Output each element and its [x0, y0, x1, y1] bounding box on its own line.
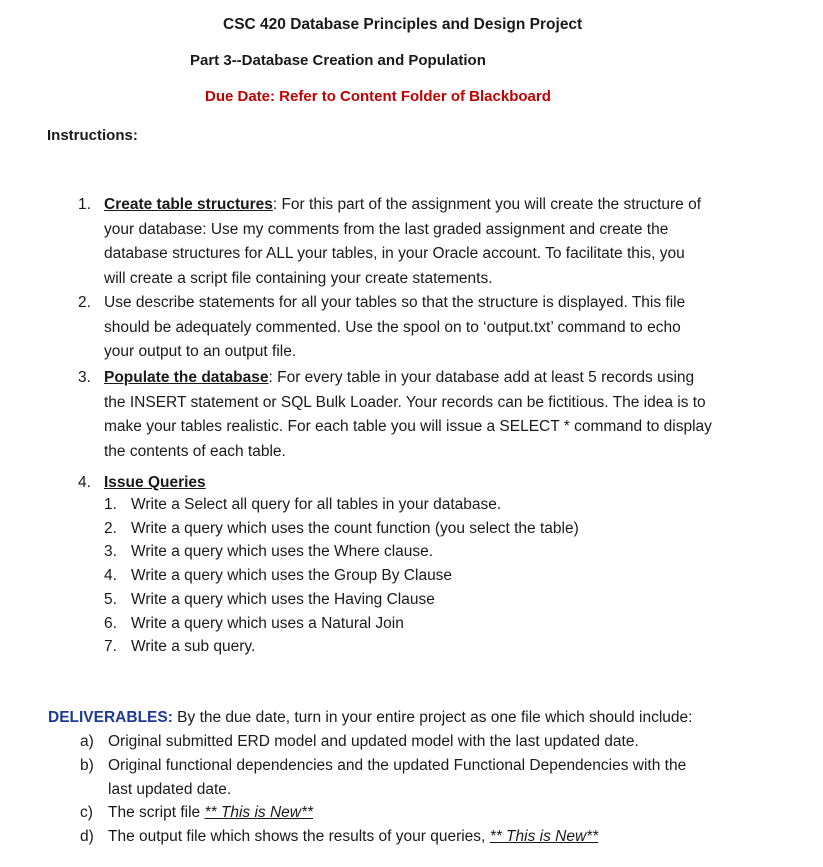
sub-item: [104, 543, 433, 561]
item-heading: Populate the database: [104, 369, 269, 386]
item-heading: Create table structures: [104, 196, 273, 213]
deliverable-text: The script file: [108, 804, 205, 821]
item-text: your output to an output file.: [104, 343, 297, 360]
sub-item-text: Write a query which uses the Where clause.: [131, 543, 434, 560]
sub-item: [104, 520, 579, 538]
sub-item-number: 2.: [104, 520, 117, 537]
sub-item: [104, 638, 255, 656]
deliverable-item-continued: [108, 781, 231, 799]
deliverable-letter: d): [80, 828, 94, 845]
part-title: Part 3--Database Creation and Population: [190, 52, 486, 69]
sub-item-number: 5.: [104, 591, 117, 608]
due-date: Due Date: Refer to Content Folder of Blackboard: [205, 88, 551, 105]
item-text: database structures for ALL your tables, in your Oracle account. To facilitate this, you: [104, 245, 685, 262]
sub-item-number: 7.: [104, 638, 117, 655]
sub-item-text: Write a query which uses the count function (you select the table): [131, 520, 579, 537]
deliverable-text: last updated date.: [108, 781, 232, 798]
deliverable-item: [80, 804, 313, 822]
new-marker: ** This is New**: [489, 828, 599, 845]
deliverable-item: [80, 828, 598, 846]
item-text: : For this part of the assignment you will create the structure of: [272, 196, 702, 213]
sub-item: [104, 496, 501, 514]
deliverable-text: The output file which shows the results of your queries,: [108, 828, 490, 845]
deliverable-letter: c): [80, 804, 93, 821]
item-text: Use describe statements for all your tables so that the structure is displayed. This file: [104, 294, 686, 311]
deliverable-letter: b): [80, 757, 94, 774]
item-text: your database: Use my comments from the last graded assignment and create the: [104, 220, 669, 238]
item-text: the INSERT statement or SQL Bulk Loader. Your records can be fictitious. The idea is to: [104, 393, 706, 411]
sub-item-text: Write a query which uses the Having Clause: [131, 591, 435, 608]
sub-item: [104, 615, 404, 633]
item-number: 4.: [78, 474, 91, 491]
item-text: : For every table in your database add at least 5 records using: [268, 369, 695, 386]
deliverable-text: Original functional dependencies and the updated Functional Dependencies with the: [108, 757, 687, 774]
sub-item: [104, 567, 452, 585]
sub-item-number: 1.: [104, 496, 117, 513]
item-number: 3.: [78, 369, 91, 386]
new-marker: ** This is New**: [204, 804, 314, 821]
item-text: should be adequately commented. Use the spool on to ‘output.txt’ command to echo: [104, 318, 681, 336]
deliverable-item: [80, 733, 639, 751]
sub-item-number: 4.: [104, 567, 117, 584]
deliverable-text: Original submitted ERD model and updated model with the last updated date.: [108, 733, 639, 750]
sub-item-number: 6.: [104, 615, 117, 632]
sub-item-text: Write a query which uses the Group By Clause: [131, 567, 453, 584]
item-text: the contents of each table.: [104, 442, 286, 460]
sub-item-text: Write a Select all query for all tables in your database.: [131, 496, 502, 513]
item-number: 1.: [78, 196, 91, 213]
deliverables-intro-text: By the due date, turn in your entire project as one file which should include:: [172, 709, 693, 726]
course-title: CSC 420 Database Principles and Design Project: [223, 16, 583, 33]
item-text: will create a script file containing your create statements.: [104, 269, 493, 287]
item-number: 2.: [78, 294, 91, 311]
deliverables-intro: [48, 709, 692, 727]
sub-item-number: 3.: [104, 543, 117, 560]
deliverables-label: DELIVERABLES:: [48, 709, 173, 726]
deliverable-item: [80, 757, 686, 775]
sub-item-text: Write a query which uses a Natural Join: [131, 615, 404, 632]
instructions-heading: Instructions:: [47, 127, 138, 144]
deliverable-letter: a): [80, 733, 94, 750]
sub-item-text: Write a sub query.: [131, 638, 256, 655]
item-heading: Issue Queries: [104, 474, 206, 491]
item-text: make your tables realistic. For each table you will issue a SELECT * command to display: [104, 418, 712, 435]
sub-item: [104, 591, 435, 609]
